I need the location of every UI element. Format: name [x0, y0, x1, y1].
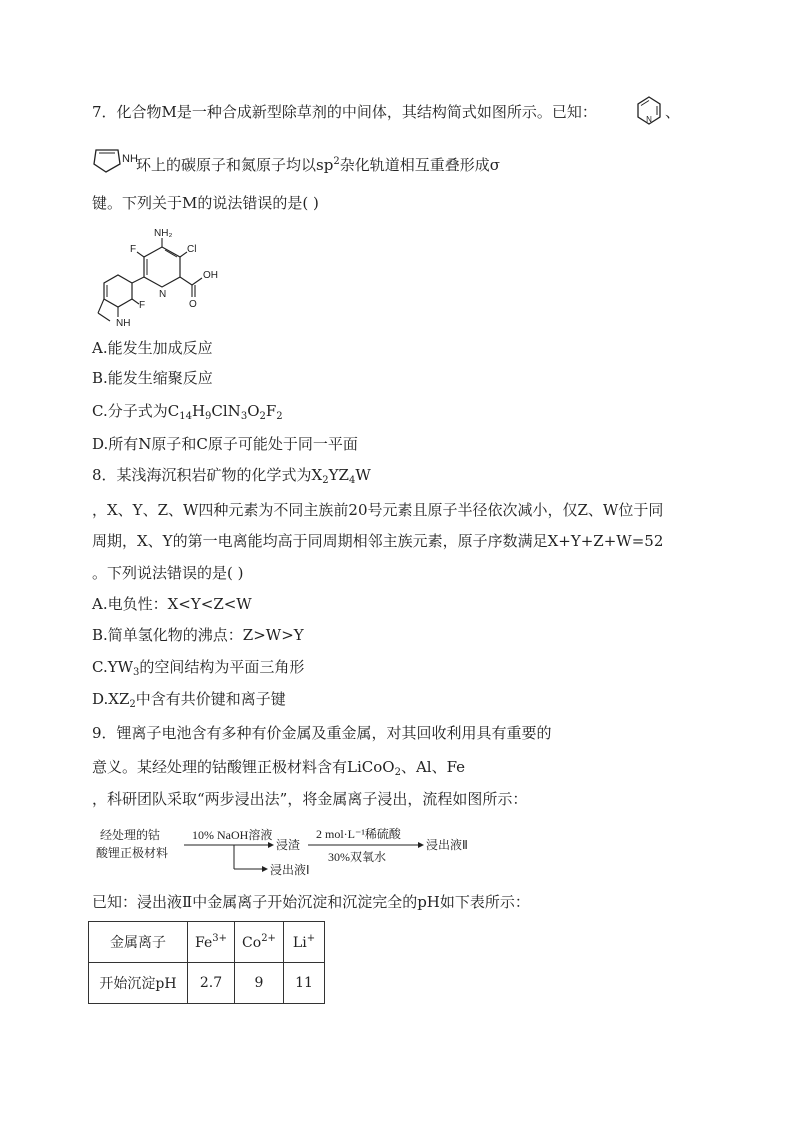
table-cell: $Fe^{3+}$	[188, 922, 235, 963]
table-cell: Li+	[284, 922, 325, 963]
o-label: O	[189, 299, 197, 310]
q7-option-b: B.能发生缩聚反应	[92, 369, 213, 387]
pyridine-n-label: N	[646, 115, 652, 124]
table-cell: $Co^{2+}$	[235, 922, 284, 963]
process-flow-diagram	[92, 823, 492, 883]
table-cell: 开始沉淀pH	[89, 963, 188, 1004]
nh2-label: NH₂	[154, 228, 173, 239]
q8-line3: 周期，X、Y的第一电离能均高于同周期相邻主族元素，原子序数满足X+Y+Z+W=52	[92, 532, 664, 550]
ring-n-label: N	[159, 289, 167, 300]
f-label-1: F	[130, 244, 137, 255]
flow-reagent-naoh: 10% NaOH溶液	[192, 828, 273, 842]
oh-label: OH	[203, 270, 218, 281]
flow-reagent-acid: 2 mol·L⁻¹稀硫酸	[316, 827, 401, 841]
compound-m-structure	[92, 225, 232, 339]
flow-reagent-h2o2: 30%双氧水	[328, 850, 386, 864]
flow-residue: 浸渣	[276, 838, 301, 852]
q9-line2: 意义。某经处理的钴酸锂正极材料含有LiCoO$_2$、Al、Fe	[92, 758, 466, 778]
table-cell: 2.7	[188, 963, 235, 1004]
formula-x2yz4w: $X_2YZ_4W$	[311, 466, 371, 486]
ph-data-table	[88, 921, 325, 1004]
q9-line1: 9．锂离子电池含有多种有价金属及重金属，对其回收利用具有重要的	[92, 724, 552, 742]
table-header-row	[89, 922, 325, 963]
flow-product-2: 浸出液Ⅱ	[426, 838, 468, 852]
q7-line1: 7．化合物M是一种合成新型除草剂的中间体，其结构简式如图所示。已知： N 、	[92, 102, 597, 122]
cl-label: Cl	[187, 244, 197, 255]
q7-option-d: D.所有N原子和C原子可能处于同一平面	[92, 435, 358, 453]
table-cell: 9	[235, 963, 284, 1004]
q8-option-b: B.简单氢化物的沸点：Z>W>Y	[92, 626, 304, 644]
table-cell: 金属离子	[89, 922, 188, 963]
pyrrole-nh-label: NH	[122, 153, 138, 165]
q8-option-a: A.电负性：X<Y<Z<W	[92, 595, 252, 613]
q8-line4: 。下列说法错误的是( )	[92, 564, 244, 582]
table-cell: 11	[284, 963, 325, 1004]
q8-option-d: $D.XZ_2$中含有共价键和离子键	[92, 690, 286, 710]
q9-line3: ，科研团队采取“两步浸出法”，将金属离子浸出，流程如图所示：	[92, 790, 528, 808]
table-row	[89, 963, 325, 1004]
q9-known-text: 已知：浸出液Ⅱ中金属离子开始沉淀和沉淀完全的pH如下表所示：	[92, 893, 530, 911]
q8-option-c: $C.YW_3$的空间结构为平面三角形	[92, 658, 305, 678]
f-label-2: F	[139, 300, 146, 311]
pyrrole-icon	[92, 144, 138, 176]
q7-line2: NH 环上的碳原子和氮原子均以$sp^2$杂化轨道相互重叠形成σ	[92, 152, 500, 175]
flow-start-line2: 酸锂正极材料	[96, 846, 169, 860]
q7-option-c: C.分子式为$C_{14}H_9ClN_3O_2F_2$	[92, 402, 283, 422]
indole-nh-label: NH	[116, 318, 131, 329]
q7-option-a: A.能发生加成反应	[92, 339, 213, 357]
formula-c14h9: $C_{14}H_9ClN_3O_2F_2$	[167, 402, 283, 422]
pyridine-icon	[635, 94, 663, 128]
q7-line3: 键。下列关于M的说法错误的是( )	[92, 194, 319, 212]
flow-start-line1: 经处理的钴	[100, 828, 161, 842]
flow-product-1: 浸出液Ⅰ	[270, 863, 310, 877]
q8-line2: ，X、Y、Z、W四种元素为不同主族前20号元素且原子半径依次减小，仅Z、W位于同	[92, 501, 664, 519]
q8-line1: 8．某浅海沉积岩矿物的化学式为$X_2YZ_4W$	[92, 466, 371, 486]
